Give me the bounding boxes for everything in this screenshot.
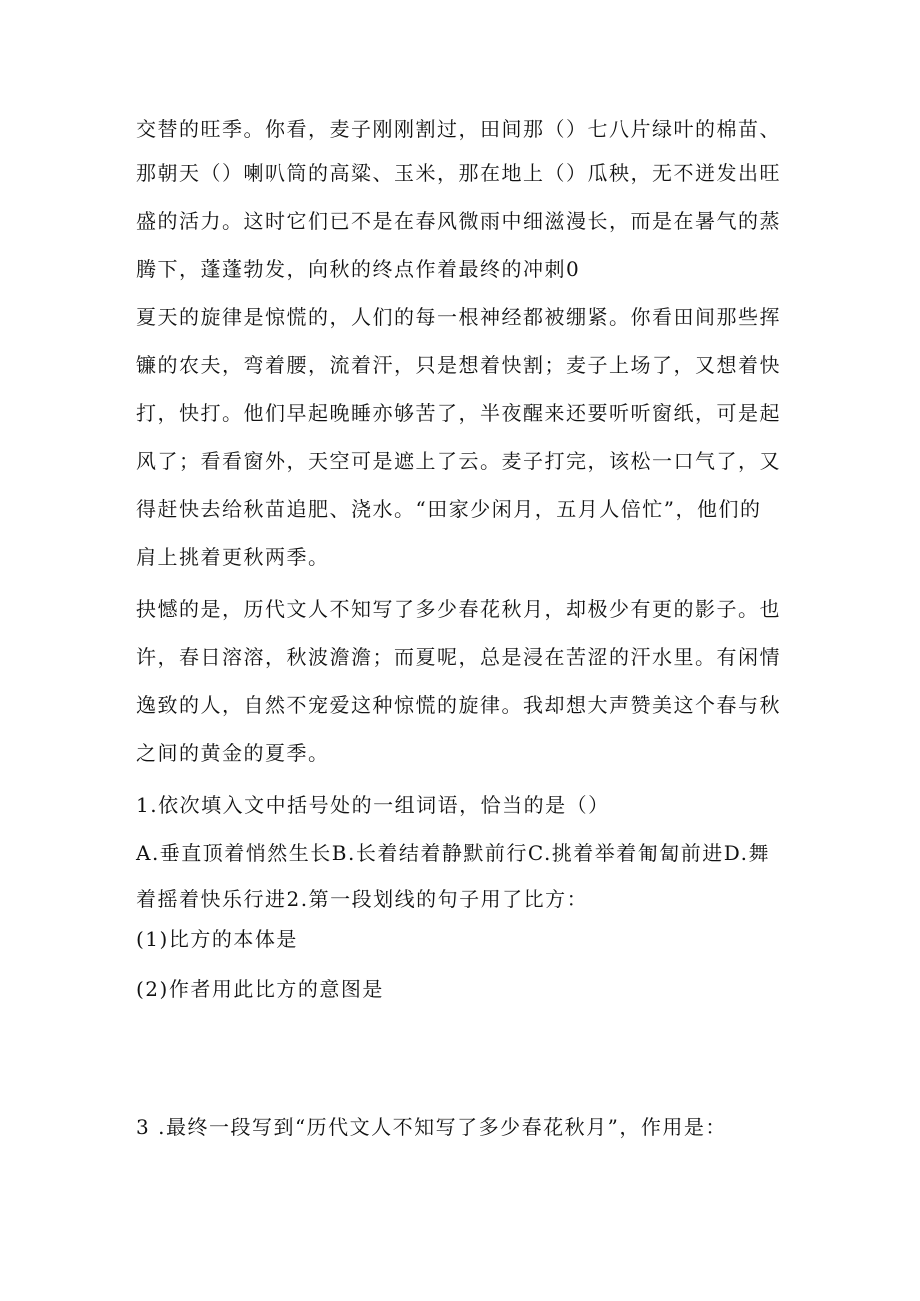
- paragraph-3-line-2: 许，春日溶溶，秋波澹澹；而夏呢，总是浸在苦涩的汗水里。有闲情: [136, 645, 781, 669]
- question-2-part-1: (1)比方的本体是: [136, 927, 298, 951]
- question-1-options-line-2: 着摇着快乐行进2.第一段划线的句子用了比方：: [136, 887, 589, 911]
- question-3: 3 .最终一段写到“历代文人不知写了多少春花秋月”，作用是：: [136, 1115, 727, 1139]
- paragraph-1-line-1: 交替的旺季。你看，麦子刚刚割过，田间那（）七八片绿叶的棉苗、: [136, 117, 781, 141]
- paragraph-3-line-1: 抉憾的是，历代文人不知写了多少春花秋月，却极少有更的影子。也: [136, 597, 781, 621]
- paragraph-2-line-3: 打，快打。他们早起晚睡亦够苦了，半夜醒来还要听听窗纸，可是起: [136, 401, 781, 425]
- question-1-options-line-1: A.垂直顶着悄然生长B.长着结着静默前行C.挑着举着匍匐前进D.舞: [136, 841, 770, 865]
- question-2-part-2: (2)作者用此比方的意图是: [136, 977, 384, 1001]
- paragraph-1-line-3: 盛的活力。这时它们已不是在春风微雨中细滋漫长，而是在暑气的蒸: [136, 209, 781, 233]
- paragraph-3-line-4: 之间的黄金的夏季。: [136, 741, 330, 765]
- paragraph-2-line-2: 镰的农夫，弯着腰，流着汗，只是想着快割；麦子上场了，又想着快: [136, 353, 781, 377]
- paragraph-2-line-5: 得赶快去给秋苗追肥、浇水。“田家少闲月，五月人倍忙”，他们的: [136, 497, 762, 521]
- paragraph-2-line-1: 夏天的旋律是惊慌的，人们的每一根神经都被绷紧。你看田间那些挥: [136, 305, 781, 329]
- paragraph-1-line-4: 腾下，蓬蓬勃发，向秋的终点作着最终的冲刺0: [136, 257, 581, 281]
- paragraph-2-line-4: 风了；看看窗外，天空可是遮上了云。麦子打完，该松一口气了，又: [136, 449, 781, 473]
- paragraph-2-line-6: 肩上挑着更秋两季。: [136, 545, 330, 569]
- question-1: 1.依次填入文中括号处的一组词语，恰当的是（）: [136, 793, 610, 817]
- paragraph-3-line-3: 逸致的人，自然不宠爱这种惊慌的旋律。我却想大声赞美这个春与秋: [136, 693, 781, 717]
- paragraph-1-line-2: 那朝天（）喇叭筒的高粱、玉米，那在地上（）瓜秧，无不迸发出旺: [136, 161, 781, 185]
